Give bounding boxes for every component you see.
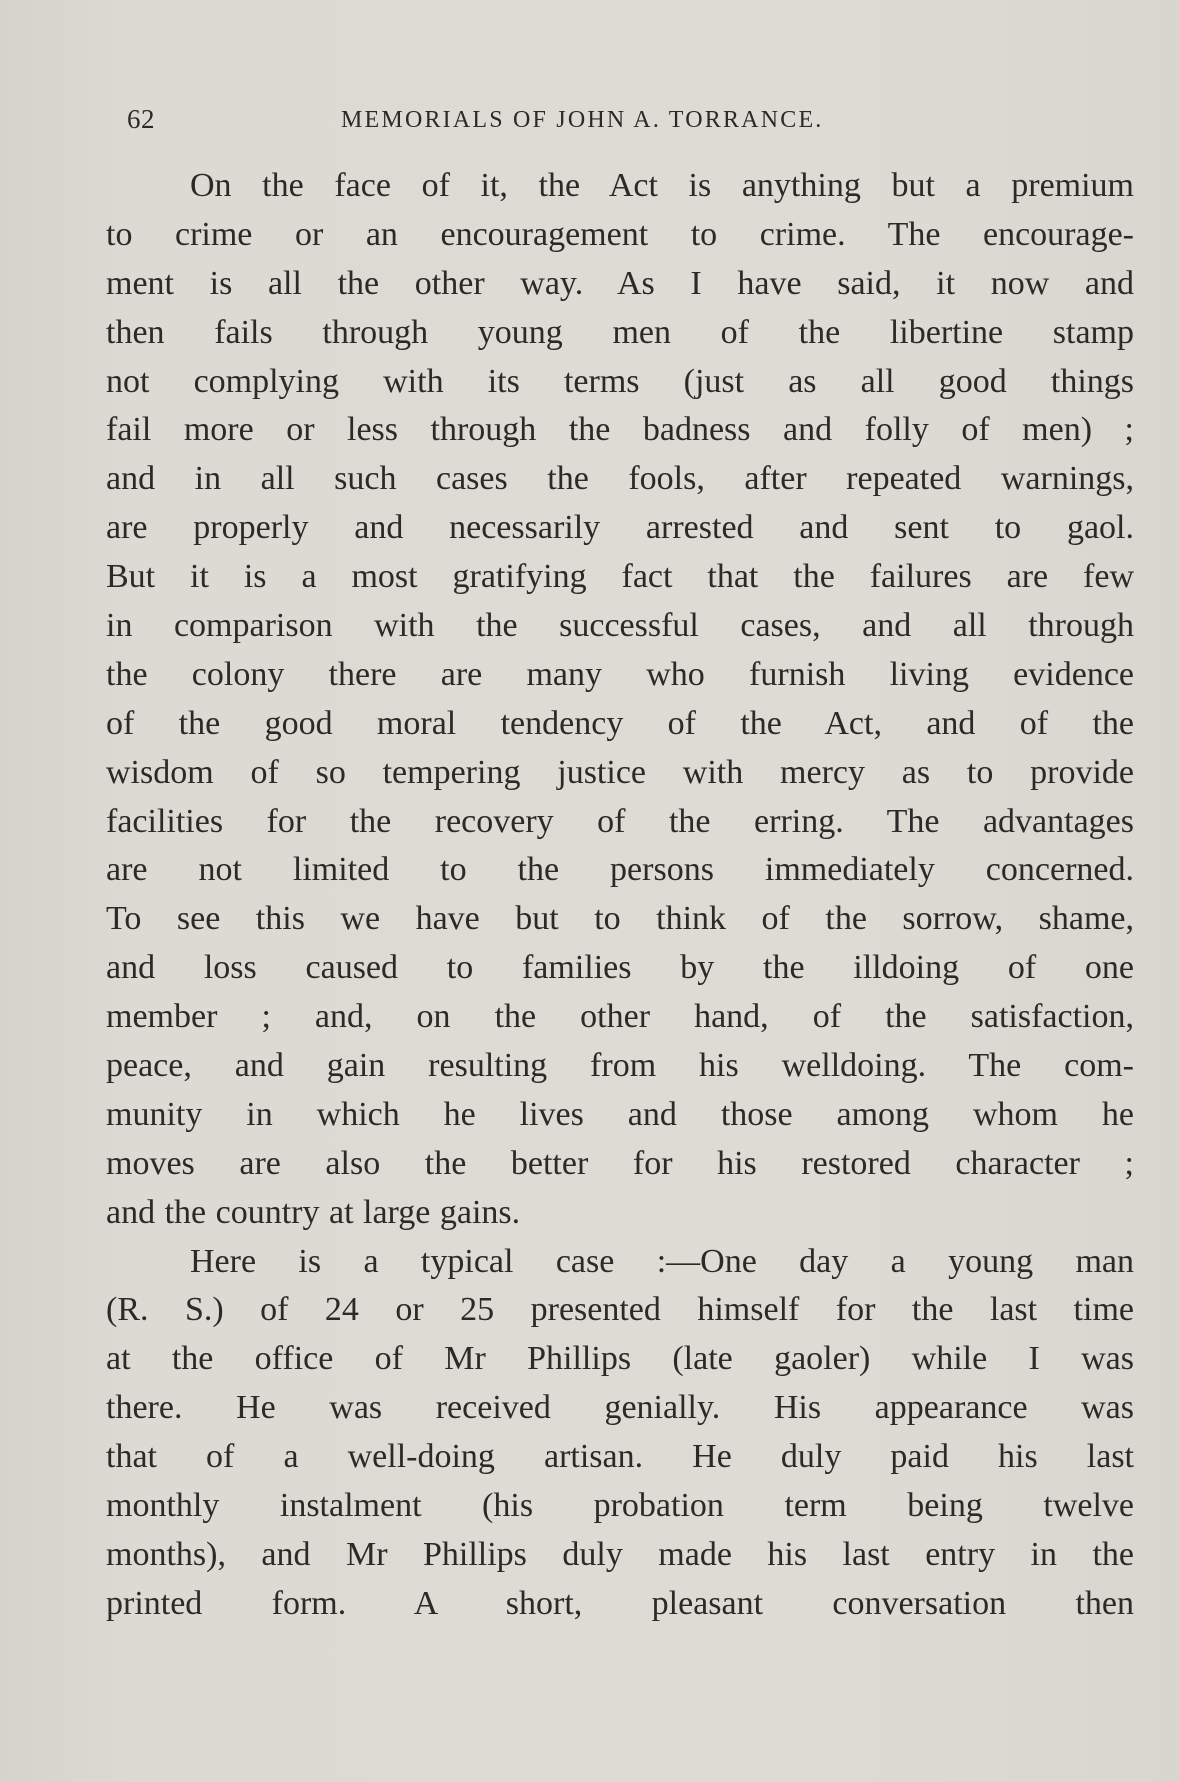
text-line: and the country at large gains.	[106, 1193, 521, 1231]
paragraph-1	[106, 162, 1134, 1238]
text-line: to crime or an encouragement to crime. The encourage-	[106, 215, 1134, 253]
text-line: there. He was received genially. His appearance was	[106, 1389, 1134, 1427]
text-line: the colony there are many who furnish living evidence	[106, 655, 1134, 693]
text-line: On the face of it, the Act is anything but a premium	[190, 167, 1134, 204]
text-line: of the good moral tendency of the Act, and of the	[106, 704, 1134, 742]
text-line: are not limited to the persons immediately concerned.	[106, 851, 1134, 889]
text-line: at the office of Mr Phillips (late gaoler) while I was	[106, 1340, 1134, 1378]
text-line: in comparison with the successful cases, and all through	[106, 607, 1134, 645]
text-line: not complying with its terms (just as all good things	[106, 362, 1134, 400]
text-line: (R. S.) of 24 or 25 presented himself for the last time	[106, 1291, 1134, 1329]
text-line: peace, and gain resulting from his welldoing. The com-	[106, 1047, 1134, 1085]
text-line: are properly and necessarily arrested and sent to gaol.	[106, 509, 1134, 547]
text-line: printed form. A short, pleasant conversation then	[106, 1584, 1134, 1622]
text-line: munity in which he lives and those among whom he	[106, 1095, 1134, 1133]
text-line: and in all such cases the fools, after repeated warnings,	[106, 460, 1134, 498]
paragraph-2	[106, 1238, 1134, 1629]
running-head	[127, 104, 907, 138]
text-line: But it is a most gratifying fact that the failures are few	[106, 558, 1134, 596]
page-number: 62	[127, 104, 155, 134]
text-line: ment is all the other way. As I have said, it now and	[106, 264, 1134, 302]
text-line: Here is a typical case :—One day a young man	[190, 1242, 1134, 1280]
text-line: monthly instalment (his probation term being twelve	[106, 1487, 1134, 1525]
text-line: moves are also the better for his restored character ;	[106, 1144, 1134, 1182]
running-title: MEMORIALS OF JOHN A. TORRANCE.	[341, 107, 824, 133]
text-line: member ; and, on the other hand, of the satisfaction,	[106, 998, 1134, 1036]
body-text	[106, 162, 1134, 1629]
text-line: then fails through young men of the libertine stamp	[106, 313, 1134, 351]
text-line: and loss caused to families by the illdoing of one	[106, 949, 1134, 987]
text-line: months), and Mr Phillips duly made his last entry in the	[106, 1535, 1134, 1573]
text-line: that of a well-doing artisan. He duly paid his last	[106, 1438, 1134, 1476]
text-line: wisdom of so tempering justice with mercy as to provide	[106, 753, 1134, 791]
text-line: To see this we have but to think of the sorrow, shame,	[106, 900, 1134, 938]
text-line: facilities for the recovery of the erring. The advantages	[106, 802, 1134, 840]
text-line: fail more or less through the badness and folly of men) ;	[106, 411, 1134, 449]
